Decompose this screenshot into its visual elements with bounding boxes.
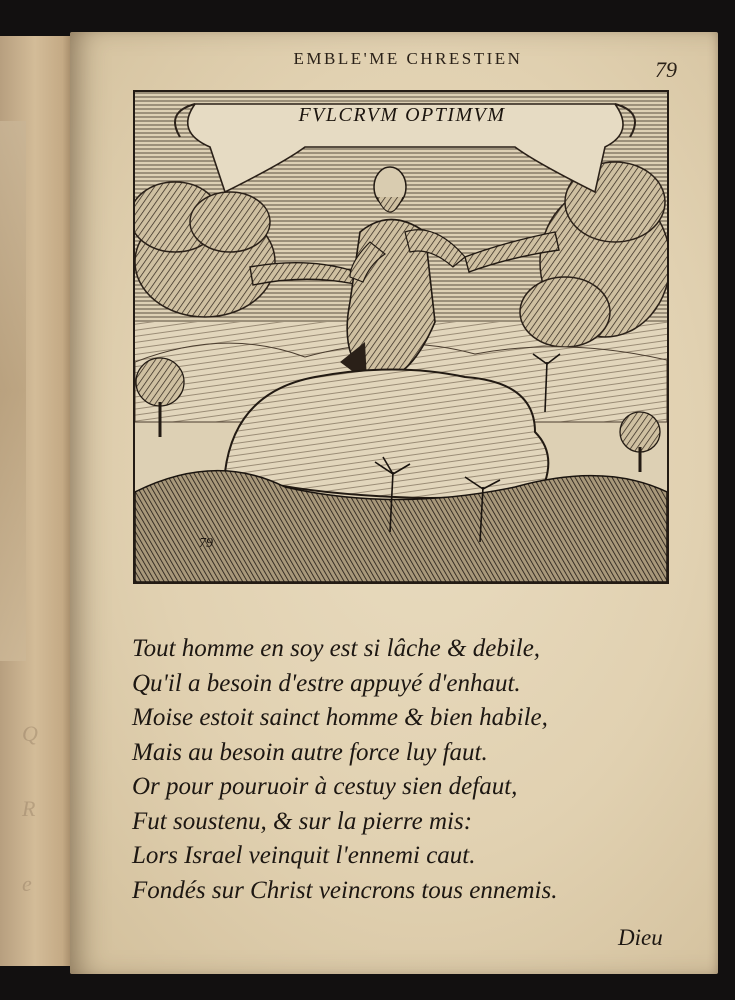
left-tree xyxy=(136,358,184,437)
left-cloud xyxy=(135,182,275,317)
catchword: Dieu xyxy=(618,925,663,950)
poem-line: Lors Israel veinquit l'ennemi caut. xyxy=(132,842,476,869)
right-tree xyxy=(620,412,660,472)
poem xyxy=(132,632,692,908)
bleed-through-text: e xyxy=(22,871,32,896)
book-page xyxy=(70,32,718,974)
poem-line: Moise estoit sainct homme & bien habile, xyxy=(132,704,548,731)
engraving-illustration xyxy=(135,92,667,582)
facing-left-page xyxy=(0,36,78,966)
poem-line: Tout homme en soy est si lâche & debile, xyxy=(132,635,541,662)
page-number: 79 xyxy=(655,57,677,82)
poem-line: Mais au besoin autre force luy faut. xyxy=(132,738,488,766)
plate-number: 79 xyxy=(199,536,213,551)
bleed-through-text: R xyxy=(22,796,36,821)
emblem-motto: FVLCRVM OPTIMVM xyxy=(298,104,506,126)
poem-line: Fondés sur Christ veincrons tous ennemis. xyxy=(132,876,558,904)
facing-page-bleed-through xyxy=(0,121,26,661)
poem-line: Qu'il a besoin d'estre appuyé d'enhaut. xyxy=(132,669,521,697)
poem-line: Or pour pouruoir à cestuy sien defaut, xyxy=(132,773,518,800)
running-head: EMBLE'ME CHRESTIEN xyxy=(293,49,523,68)
bleed-through-text: Q xyxy=(22,721,38,746)
poem-line: Fut soustenu, & sur la pierre mis: xyxy=(132,807,473,835)
emblem-engraving xyxy=(133,90,669,584)
